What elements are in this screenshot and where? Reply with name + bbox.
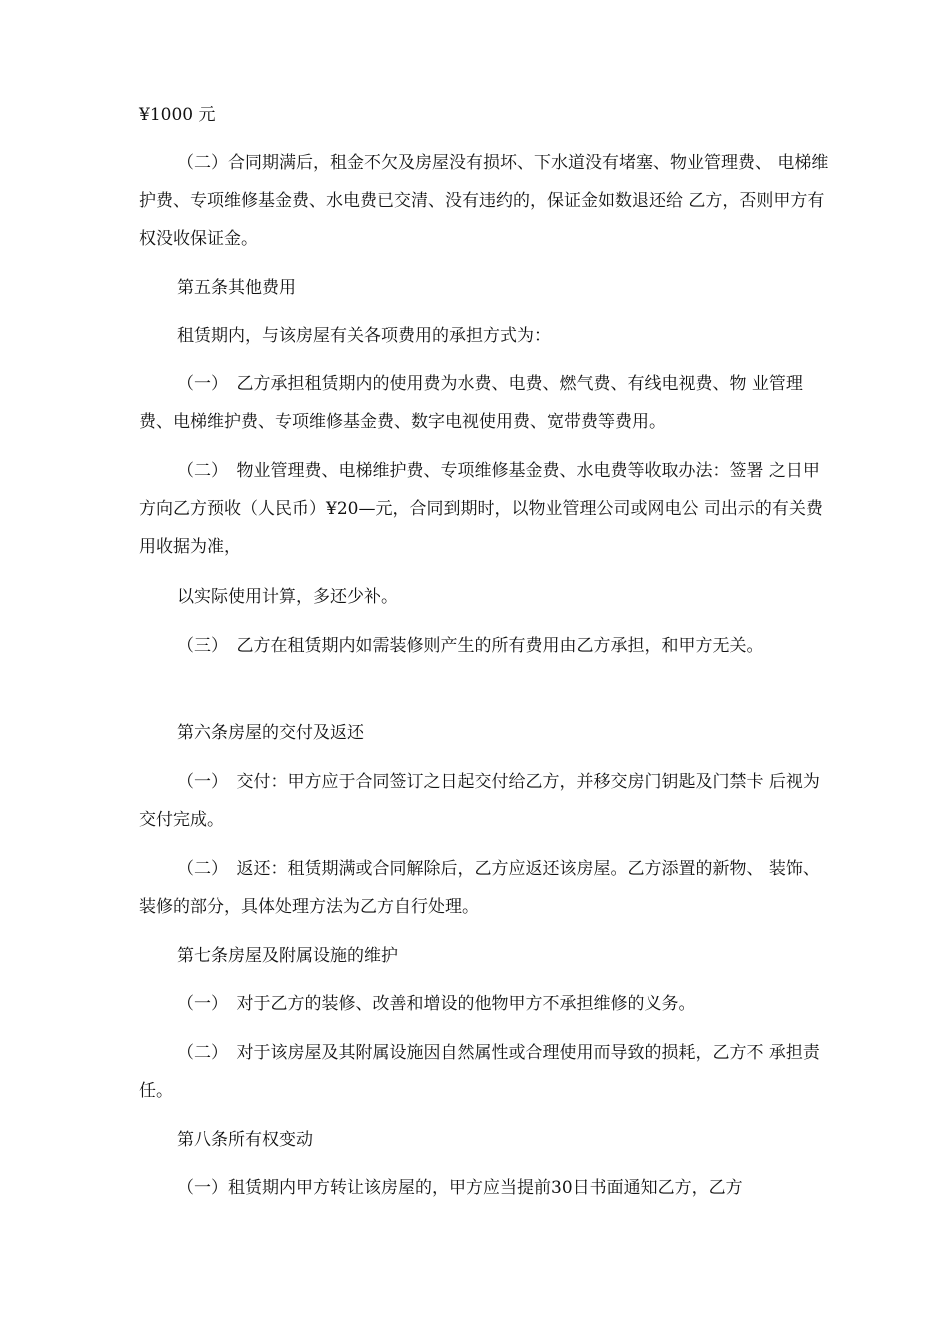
article-5-intro: 租赁期内，与该房屋有关各项费用的承担方式为： <box>177 326 551 346</box>
clause-5-2: （二） 物业管理费、电梯维护费、专项维修基金费、水电费等收取办法：签署 之日甲方向乙方预收（人民币）¥20—元，合同到期时，以物业管理公司或网电公 司出示的有关费用收据为准， <box>139 461 823 557</box>
clause-7-2: （二） 对于该房屋及其附属设施因自然属性或合理使用而导致的损耗，乙方不 承担责任。 <box>139 1043 820 1101</box>
clause-8-1: （一）租赁期内甲方转让该房屋的，甲方应当提前30日书面通知乙方，乙方 <box>177 1178 743 1198</box>
clause-4-2: （二）合同期满后，租金不欠及房屋没有损坏、下水道没有堵塞、物业管理费、 电梯维护费、专项维修基金费、水电费已交清、没有违约的，保证金如数退还给 乙方，否则甲方有权没收保证金。 <box>139 153 829 249</box>
deposit-amount: ¥1000 元 <box>139 105 216 125</box>
clause-6-2: （二） 返还：租赁期满或合同解除后，乙方应返还该房屋。乙方添置的新物、 装饰、装修的部分，具体处理方法为乙方自行处理。 <box>139 859 820 917</box>
article-6-heading: 第六条房屋的交付及返还 <box>177 723 364 743</box>
clause-7-1: （一） 对于乙方的装修、改善和增设的他物甲方不承担维修的义务。 <box>177 994 696 1014</box>
clause-5-3: （三） 乙方在租赁期内如需装修则产生的所有费用由乙方承担，和甲方无关。 <box>177 636 764 656</box>
article-8-heading: 第八条所有权变动 <box>177 1130 313 1150</box>
clause-5-1: （一） 乙方承担租赁期内的使用费为水费、电费、燃气费、有线电视费、物 业管理费、电梯维护费、专项维修基金费、数字电视使用费、宽带费等费用。 <box>139 374 803 432</box>
clause-6-1: （一） 交付：甲方应于合同签订之日起交付给乙方，并移交房门钥匙及门禁卡 后视为交付完成。 <box>139 772 820 830</box>
article-7-heading: 第七条房屋及附属设施的维护 <box>177 946 398 966</box>
article-5-heading: 第五条其他费用 <box>177 278 296 298</box>
clause-5-2-continued: 以实际使用计算，多还少补。 <box>177 587 398 607</box>
